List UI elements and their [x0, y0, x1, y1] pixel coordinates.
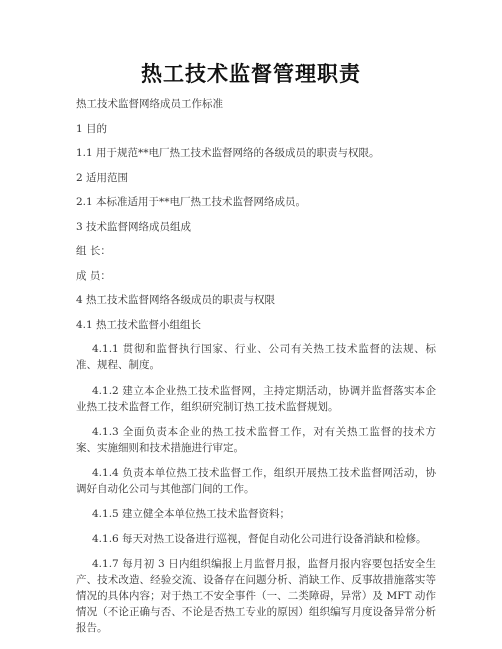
paragraph: 2 适用范围 — [76, 172, 129, 184]
paragraph: 4.1.1 贯彻和监督执行国家、行业、公司有关热工技术监督的法规、标准、规程、制度。 — [76, 343, 436, 371]
paragraph: 热工技术监督网络成员工作标准 — [76, 98, 223, 110]
paragraph: 2.1 本标准适用于**电厂热工技术监督网络成员。 — [76, 196, 307, 208]
paragraph: 4.1.6 每天对热工设备进行巡视，督促自动化公司进行设备消缺和检修。 — [92, 533, 427, 545]
paragraph: 1.1 用于规范**电厂热工技术监督网络的各级成员的职责与权限。 — [76, 147, 380, 159]
paragraph: 组 长： — [76, 245, 111, 257]
document-title: 热工技术监督管理职责 — [141, 61, 361, 86]
paragraph: 4.1.4 负责本单位热工技术监督工作，组织开展热工技术监督网活动，协调好自动化公司与其他部门间的工作。 — [76, 467, 436, 495]
paragraph: 3 技术监督网络成员组成 — [76, 221, 192, 233]
paragraph: 4.1.2 建立本企业热工技术监督网，主持定期活动，协调并监督落实本企业热工技术监督工作，组织研究制订热工技术监督规划。 — [76, 385, 436, 413]
paragraph: 成 员： — [76, 270, 111, 282]
paragraph: 4.1.5 建立健全本单位热工技术监督资料； — [92, 508, 291, 520]
paragraph: 4.1 热工技术监督小组组长 — [76, 319, 202, 331]
paragraph: 1 目的 — [76, 123, 108, 135]
paragraph: 4.1.3 全面负责本企业的热工技术监督工作，对有关热工监督的技术方案、实施细则和技术措施进行审定。 — [76, 426, 436, 454]
paragraph: 4 热工技术监督网络各级成员的职责与权限 — [76, 294, 276, 306]
paragraph: 4.1.7 每月初 3 日内组织编报上月监督月报，监督月报内容要包括安全生产、技术改造、经验交流、设备存在问题分析、消缺工作、反事故措施落实等情况的具体内容；对于热工不安全事件（一、二类障碍，异常）及 MFT 动作情况（不论正确与否、不论是否热工专业的原因）组织编写月度设备异常分析报告。 — [76, 558, 436, 634]
